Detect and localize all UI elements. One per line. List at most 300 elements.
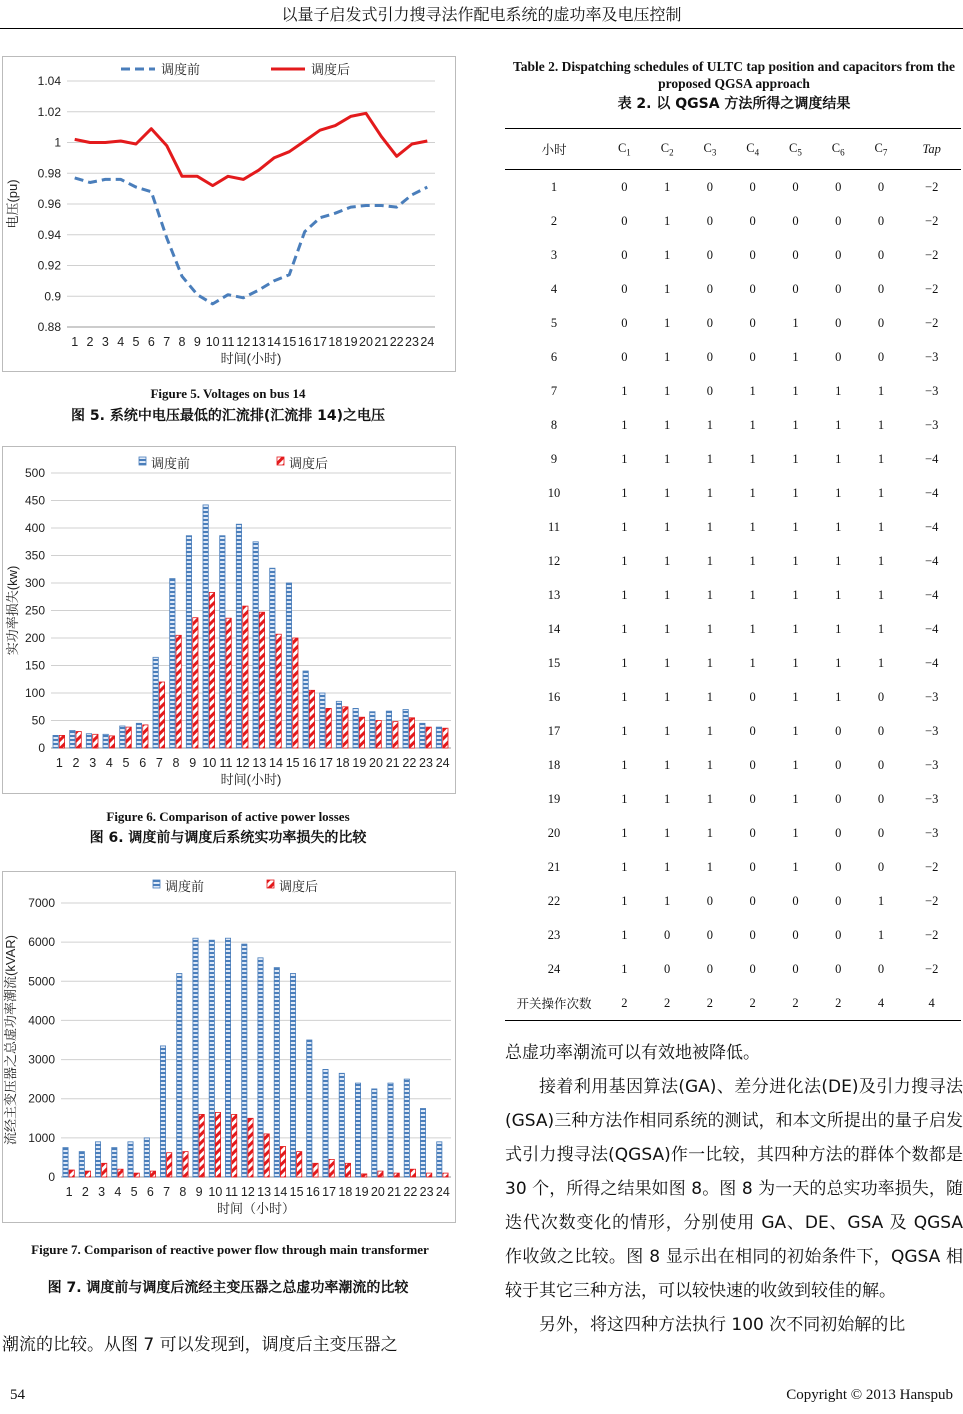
x-tick-label: 10: [208, 1185, 223, 1199]
y-tick-label: 0.96: [37, 197, 61, 211]
bar-before: [403, 710, 408, 749]
legend-label: 调度前: [151, 456, 191, 471]
bar-after: [376, 721, 381, 749]
table-cell: 17: [547, 723, 561, 738]
bar-before: [160, 1046, 165, 1177]
left-column-text: 潮流的比较。从图 7 可以发现到，调度后主变压器之: [2, 1335, 398, 1355]
table-cell: 1: [621, 519, 628, 534]
x-tick-label: 16: [302, 756, 317, 770]
bar-after: [343, 707, 348, 748]
bar-after: [297, 1152, 302, 1177]
table-cell: 开关操作次数: [505, 986, 603, 1021]
x-tick-label: 5: [130, 1185, 138, 1199]
bar-after: [102, 1163, 107, 1177]
table-row: [505, 850, 961, 884]
bar-before: [177, 974, 182, 1178]
table-row: [505, 238, 961, 272]
body-text: [505, 1036, 963, 1342]
schedule-table: [505, 128, 961, 1021]
bar-before: [70, 730, 75, 748]
table-cell: 0: [749, 281, 756, 296]
paragraph-3: 另外，将这四种方法执行 100 次不同初始解的比: [539, 1315, 906, 1335]
x-tick-label: 3: [98, 1185, 106, 1199]
table-cell: 0: [835, 859, 842, 874]
x-tick-label: 21: [387, 1185, 402, 1199]
table-cell: 1: [706, 655, 714, 670]
x-tick-label: 8: [172, 756, 180, 770]
table-cell: 0: [877, 247, 885, 262]
bar-after: [85, 1171, 90, 1177]
bar-after: [176, 635, 181, 748]
x-tick-label: 15: [289, 1185, 304, 1199]
bar-after: [426, 727, 431, 748]
table-cell: 0: [877, 315, 885, 330]
table-row: [505, 272, 961, 306]
table-cell: 1: [877, 553, 885, 568]
bar-before: [320, 693, 325, 748]
bar-after: [159, 682, 164, 748]
table-cell: 6: [550, 349, 558, 364]
x-tick-label: 5: [132, 335, 140, 349]
table-cell: 0: [792, 927, 799, 942]
bar-after: [150, 1171, 155, 1177]
table-cell: 1: [706, 723, 714, 738]
table-cell: 0: [706, 383, 714, 398]
table-cell: −2: [925, 961, 939, 976]
bar-before: [63, 1148, 68, 1177]
table-cell: 0: [621, 315, 628, 330]
x-tick-label: 11: [219, 756, 233, 770]
table-cell: 1: [877, 587, 885, 602]
table-cell: 1: [664, 315, 671, 330]
bar-before: [193, 938, 198, 1177]
y-axis-title: 电压(pu): [5, 179, 20, 229]
table-cell: −3: [925, 349, 939, 364]
table-cell: 0: [877, 723, 885, 738]
table-cell: 0: [706, 961, 714, 976]
bar-after: [109, 736, 114, 748]
table-row: [505, 714, 961, 748]
y-tick-label: 150: [24, 658, 45, 673]
table-cell: 0: [621, 213, 628, 228]
table-cell: 1: [706, 587, 714, 602]
x-tick-label: 9: [193, 335, 201, 349]
x-tick-label: 12: [235, 756, 250, 770]
x-tick-label: 16: [305, 1185, 320, 1199]
bar-before: [286, 583, 291, 748]
y-tick-label: 1.04: [37, 74, 61, 88]
table-cell: 1: [664, 553, 671, 568]
table-cell: 0: [877, 281, 885, 296]
table-cell: 0: [749, 689, 756, 704]
bar-before: [355, 1083, 360, 1177]
x-tick-label: 23: [419, 1185, 434, 1199]
y-tick-label: 0.88: [37, 320, 61, 334]
x-tick-label: 13: [257, 1185, 272, 1199]
x-tick-label: 20: [370, 1185, 385, 1199]
table-cell: −4: [925, 485, 939, 500]
table-cell: 0: [749, 757, 756, 772]
y-tick-label: 1.02: [37, 104, 61, 119]
table-cell: 1: [664, 247, 671, 262]
table-row: [505, 374, 961, 408]
table-cell: 21: [547, 859, 561, 874]
table-cell: −2: [925, 927, 939, 942]
x-axis-title: 时间（小时）: [216, 1201, 296, 1216]
x-tick-label: 10: [205, 335, 220, 349]
table-cell: 1: [792, 485, 799, 500]
bar-before: [323, 1069, 328, 1177]
bar-after: [226, 618, 231, 748]
bar-before: [270, 568, 275, 748]
y-tick-label: 4000: [28, 1013, 55, 1028]
table-cell: 1: [792, 825, 799, 840]
table-cell: 1: [749, 587, 756, 602]
x-tick-label: 14: [267, 335, 281, 349]
bar-after: [427, 1173, 432, 1177]
x-tick-label: 17: [319, 756, 333, 770]
bar-before: [404, 1079, 409, 1177]
bar-after: [232, 1114, 237, 1177]
table-cell: 1: [749, 519, 756, 534]
y-tick-label: 350: [24, 548, 45, 563]
bar-after: [443, 728, 448, 748]
bar-after: [199, 1114, 204, 1177]
table-cell: 0: [621, 281, 628, 296]
x-tick-label: 7: [155, 756, 163, 770]
table-header-cell: $C_2$: [646, 129, 689, 170]
table-cell: 1: [835, 485, 842, 500]
table-cell: 1: [706, 791, 714, 806]
figure-6-caption-en: Figure 6. Comparison of active power losses: [106, 809, 350, 824]
y-tick-label: 400: [24, 521, 45, 535]
table-cell: 1: [706, 621, 714, 636]
table-cell: 0: [664, 927, 671, 942]
x-tick-label: 22: [403, 1185, 418, 1199]
y-axis-title: 流经主变压器之总虚功率潮流(kVAR): [3, 935, 18, 1145]
table-cell: −2: [925, 859, 939, 874]
table-cell: 1: [664, 791, 671, 806]
table-row: [505, 408, 961, 442]
x-tick-label: 6: [147, 335, 155, 349]
table-cell: 1: [664, 825, 671, 840]
table-cell: 12: [547, 553, 561, 568]
table-cell: 1: [877, 893, 885, 908]
table-cell: 1: [621, 655, 628, 670]
bar-before: [225, 938, 230, 1177]
bar-after: [313, 1163, 318, 1177]
bar-before: [290, 974, 295, 1178]
table-cell: 0: [877, 825, 885, 840]
x-tick-label: 4: [114, 1185, 122, 1199]
table-cell: 0: [621, 179, 628, 194]
table-cell: 1: [621, 587, 628, 602]
table-cell: −3: [925, 417, 939, 432]
table-cell: 0: [749, 179, 756, 194]
table-cell: 24: [547, 961, 561, 976]
table-cell: 1: [835, 519, 842, 534]
table-cell: 3: [550, 247, 558, 262]
legend-label: 调度前: [165, 879, 205, 894]
bar-before: [170, 579, 175, 748]
bar-before: [370, 712, 375, 748]
table-cell: 0: [749, 859, 756, 874]
table-header-row: [505, 129, 961, 170]
table-cell: 0: [706, 247, 714, 262]
bar-before: [307, 1040, 312, 1177]
table-header-cell: Tap: [902, 129, 961, 170]
table-row: [505, 952, 961, 986]
x-tick-label: 1: [65, 1185, 73, 1199]
table-cell: 0: [835, 825, 842, 840]
bar-after: [394, 1173, 399, 1177]
table-cell: −2: [925, 281, 939, 296]
table-cell: −2: [925, 179, 939, 194]
y-tick-label: 50: [31, 713, 45, 728]
y-tick-label: 1: [54, 135, 61, 150]
table-cell: 1: [877, 383, 885, 398]
table-cell: 1: [749, 451, 756, 466]
bar-after: [134, 1173, 139, 1177]
table-cell: 1: [621, 621, 628, 636]
table-cell: 1: [664, 893, 671, 908]
table-cell: 1: [749, 655, 756, 670]
table-cell: 1: [792, 553, 799, 568]
table-cell: 1: [792, 451, 799, 466]
table-cell: 1: [706, 859, 714, 874]
bar-after: [259, 612, 264, 748]
table-cell: 18: [547, 757, 561, 772]
table-cell: 1: [792, 315, 799, 330]
x-tick-label: 14: [273, 1185, 288, 1199]
table-cell: 1: [792, 587, 799, 602]
bar-after: [167, 1153, 172, 1177]
table-cell: 0: [792, 247, 799, 262]
y-tick-label: 200: [24, 631, 45, 645]
table-cell: 0: [792, 281, 799, 296]
table-header-cell: $C_7$: [860, 129, 903, 170]
table-cell: 1: [621, 859, 628, 874]
table-cell: 1: [835, 587, 842, 602]
figure-6-svg: [3, 447, 455, 793]
table-cell: 0: [749, 961, 756, 976]
x-tick-label: 6: [146, 1185, 154, 1199]
table-cell: 1: [664, 621, 671, 636]
bar-before: [437, 1142, 442, 1177]
table-row: [505, 612, 961, 646]
table-cell: 1: [835, 655, 842, 670]
table-cell: 2: [550, 213, 558, 228]
table-cell: 1: [877, 655, 885, 670]
bar-after: [248, 1118, 253, 1177]
x-tick-label: 16: [297, 335, 312, 349]
table-cell: 1: [792, 417, 799, 432]
table-cell: 0: [706, 893, 714, 908]
table-cell: 1: [877, 927, 885, 942]
x-tick-label: 15: [282, 335, 297, 349]
table-cell: 1: [621, 791, 628, 806]
paragraph-1: 总虚功率潮流可以有效地被降低。: [505, 1043, 760, 1063]
table-cell: 1: [877, 451, 885, 466]
bar-after: [362, 1174, 367, 1177]
series-line-before: [75, 178, 428, 304]
bar-before: [339, 1073, 344, 1177]
table-cell: 1: [792, 689, 799, 704]
table-cell: 23: [547, 927, 561, 942]
table-cell: 0: [706, 179, 714, 194]
table-cell: 1: [706, 689, 714, 704]
x-tick-label: 19: [343, 335, 358, 349]
table-cell: 0: [877, 791, 885, 806]
table-row: [505, 340, 961, 374]
table-row: [505, 204, 961, 238]
x-tick-label: 9: [195, 1185, 203, 1199]
legend-swatch-after: [277, 457, 284, 465]
table-cell: 0: [706, 927, 714, 942]
table-cell: 1: [621, 485, 628, 500]
x-tick-label: 18: [338, 1185, 353, 1199]
table-cell: 2: [689, 986, 732, 1021]
y-tick-label: 250: [24, 603, 45, 618]
bar-after: [126, 727, 131, 748]
bar-after: [93, 734, 98, 748]
table-cell: 22: [547, 893, 561, 908]
bar-after: [243, 606, 248, 748]
table-cell: −3: [925, 791, 939, 806]
table-cell: 4: [860, 986, 903, 1021]
table-cell: 13: [547, 587, 561, 602]
legend-label: 调度后: [289, 456, 329, 471]
bar-after: [69, 1170, 74, 1177]
bar-before: [436, 727, 441, 748]
x-tick-label: 23: [419, 756, 433, 770]
table-cell: 0: [877, 213, 885, 228]
table-cell: 0: [749, 927, 756, 942]
x-tick-label: 1: [55, 756, 63, 770]
x-tick-label: 20: [359, 335, 373, 349]
y-tick-label: 0: [48, 1170, 55, 1184]
table-cell: 9: [550, 451, 558, 466]
table-cell: 1: [792, 519, 799, 534]
bar-before: [242, 944, 247, 1177]
table-cell: 0: [835, 927, 842, 942]
table-cell: 1: [749, 485, 756, 500]
y-tick-label: 300: [24, 576, 45, 590]
x-tick-label: 2: [86, 335, 94, 349]
table-cell: 1: [621, 927, 628, 942]
x-tick-label: 2: [81, 1185, 89, 1199]
bar-before: [186, 536, 191, 748]
bar-before: [112, 1148, 117, 1177]
legend-swatch-before: [153, 880, 160, 888]
table-cell: 0: [877, 859, 885, 874]
table-cell: 1: [621, 825, 628, 840]
table-cell: −4: [925, 553, 939, 568]
x-tick-label: 4: [105, 756, 113, 770]
bar-before: [353, 708, 358, 748]
figure-5-caption-en: Figure 5. Voltages on bus 14: [150, 386, 306, 401]
x-tick-label: 24: [420, 335, 435, 349]
table-cell: 0: [835, 723, 842, 738]
table-cell: 0: [792, 213, 799, 228]
legend-label: 调度后: [311, 62, 351, 77]
table-cell: 1: [664, 723, 671, 738]
table-cell: −2: [925, 315, 939, 330]
bar-before: [253, 542, 258, 748]
table-cell: −4: [925, 655, 939, 670]
table-2-caption-zh: 表 2. 以 QGSA 方法所得之调度结果: [617, 96, 851, 112]
table-cell: 0: [835, 893, 842, 908]
table-cell: 0: [877, 757, 885, 772]
table-cell: 16: [547, 689, 561, 704]
figure-5-svg: [3, 57, 455, 371]
bar-before: [388, 1083, 393, 1177]
x-tick-label: 13: [251, 335, 266, 349]
table-cell: 0: [835, 281, 842, 296]
table-cell: 1: [664, 451, 671, 466]
y-tick-label: 500: [24, 466, 45, 480]
table-cell: 1: [621, 451, 628, 466]
table-cell: 1: [664, 757, 671, 772]
table-cell: 0: [621, 349, 628, 364]
figure-6-caption-zh: 图 6. 调度前与调度后系统实功率损失的比较: [89, 830, 367, 846]
table-cell: 0: [749, 213, 756, 228]
x-tick-label: 22: [389, 335, 404, 349]
bar-after: [309, 690, 314, 748]
table-cell: 1: [749, 383, 756, 398]
x-tick-label: 8: [178, 335, 186, 349]
table-cell: 1: [621, 689, 628, 704]
x-tick-label: 15: [285, 756, 300, 770]
table-cell: 1: [664, 587, 671, 602]
table-cell: 1: [706, 757, 714, 772]
table-row: [505, 782, 961, 816]
figure-6-chart: [2, 446, 456, 794]
page-number: 54: [10, 1387, 25, 1403]
table-header-cell: $C_1$: [603, 129, 646, 170]
bar-before: [303, 671, 308, 748]
table-cell: 0: [835, 757, 842, 772]
table-cell: 14: [547, 621, 561, 636]
x-tick-label: 14: [269, 756, 283, 770]
table-cell: 0: [749, 349, 756, 364]
bar-before: [53, 735, 58, 748]
table-cell: 8: [550, 417, 558, 432]
table-cell: 0: [749, 315, 756, 330]
table-row: [505, 306, 961, 340]
table-cell: 1: [664, 689, 671, 704]
bar-after: [118, 1169, 123, 1177]
table-cell: 1: [550, 179, 558, 194]
bar-before: [136, 723, 141, 748]
bar-before: [79, 1152, 84, 1177]
table-cell: 2: [731, 986, 774, 1021]
table-cell: 1: [835, 383, 842, 398]
table-row: [505, 170, 961, 205]
table-cell: 2: [603, 986, 646, 1021]
table-cell: 1: [792, 723, 799, 738]
x-tick-label: 13: [252, 756, 267, 770]
series-line-after: [75, 113, 428, 185]
bar-before: [420, 1109, 425, 1178]
table-cell: 0: [835, 961, 842, 976]
table-cell: 1: [877, 519, 885, 534]
legend-swatch-after: [267, 880, 274, 888]
bar-after: [359, 717, 364, 748]
x-tick-label: 2: [72, 756, 80, 770]
x-tick-label: 18: [328, 335, 343, 349]
x-tick-label: 9: [189, 756, 197, 770]
